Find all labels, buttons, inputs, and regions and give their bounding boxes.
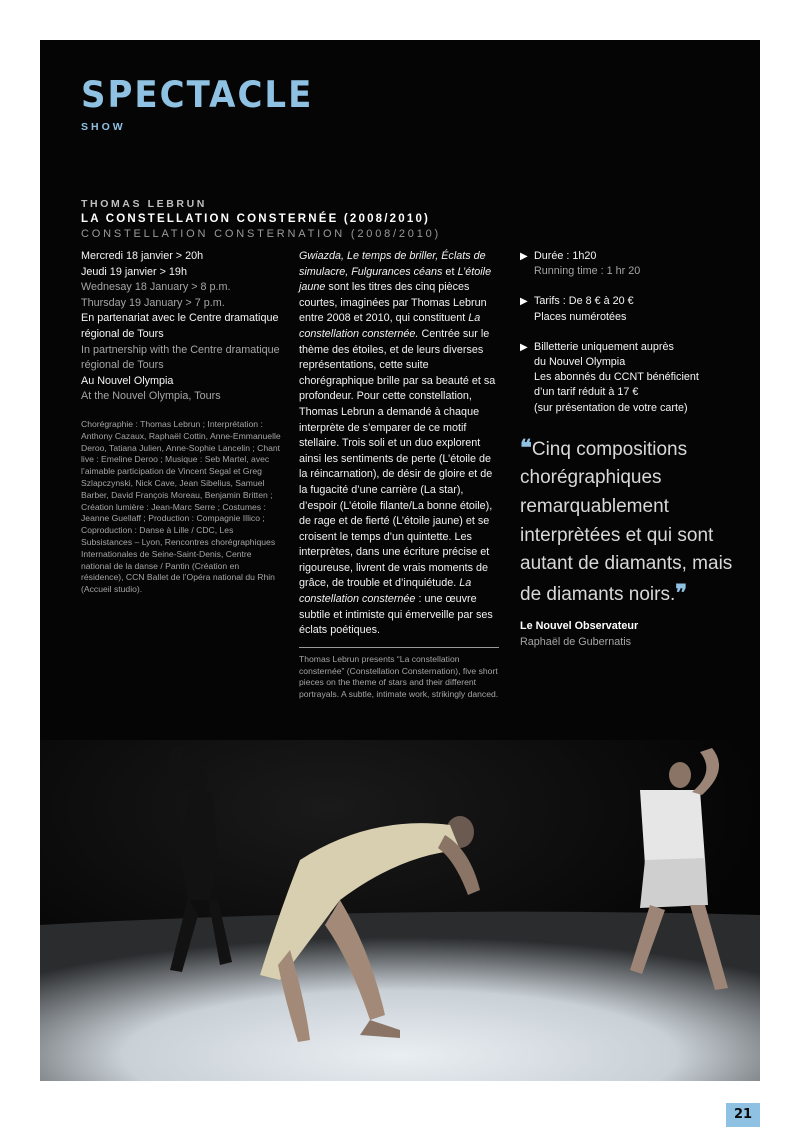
- duration-fr: Durée : 1h20: [534, 250, 597, 262]
- ticket-line-1: Billetterie uniquement auprès: [534, 340, 674, 353]
- show-title-en: CONSTELLATION CONSTERNATION (2008/2010): [81, 228, 442, 240]
- quote-source: [520, 619, 750, 650]
- ticket-info: [520, 340, 750, 416]
- duration-en: Running time : 1 hr 20: [534, 265, 641, 278]
- close-quote-icon: ❞: [675, 579, 688, 606]
- show-heading: [81, 197, 501, 241]
- credits-text: Chorégraphie : Thomas Lebrun ; Interprétation : Anthony Cazaux, Raphaël Cottin, Anne-Emmanuelle Deroo, Tatiana Julien, Anne-Sophie Lancelin ; Chant live : Emeline Deroo ; Musique : Seb Martel, avec l’aimable participation de Vincent Segal et Greg Szlapczynski, Nick Cave, Jean Sibelius, Samuel Barber, David François Moreau, Benjamin Britten ; Création lumière : Jean-Marc Serre ; Costumes : Jeanne Guellaff ; Production : Compagnie Illico ; Coproduction : Danse à Lille / CDC, Les Subsistances – Lyon, Rencontres chorégraphiques Internationales de Seine-Saint-Denis, Centre national de la danse / Pantin (Création en résidence), CCN Ballet de l’Opéra national du Rhin (Accueil studio).: [81, 418, 281, 595]
- section-subtitle: SHOW: [81, 121, 126, 133]
- price-info: [520, 294, 750, 324]
- body-et: et: [442, 265, 458, 278]
- arrow-right-icon: ▶: [520, 341, 528, 353]
- date-fr-2: Jeudi 19 janvier > 19h: [81, 265, 187, 278]
- ticket-line-5: (sur présentation de votre carte): [534, 401, 688, 414]
- page-number: 21: [726, 1103, 760, 1127]
- date-fr-1: Mercredi 18 janvier > 20h: [81, 250, 204, 262]
- section-title: SPECTACLE: [81, 73, 314, 117]
- price-note: Places numérotées: [534, 310, 627, 323]
- price-fr: Tarifs : De 8 € à 20 €: [534, 295, 634, 308]
- schedule-column: [81, 249, 281, 596]
- body-italic-3: La constellation consternée.: [299, 312, 481, 340]
- artist-name: THOMAS LEBRUN: [81, 198, 207, 210]
- open-quote-icon: ❝: [520, 434, 532, 461]
- content-panel: [40, 40, 760, 1122]
- show-title-fr: LA CONSTELLATION CONSTERNÉE (2008/2010): [81, 213, 431, 225]
- partner-en: In partnership with the Centre dramatique régional de Tours: [81, 343, 280, 372]
- body-italic-4: La constellation consternée: [299, 577, 472, 606]
- body-text-2: Centrée sur le thème des étoiles, et de leurs diverses représentations, cette suite chorégraphique brille par sa beauté et sa profondeur. Pour cette constellation, Thomas Lebrun a demandé à chaque interprète de s’emparer de ce motif stellaire. Trois soli et un duo explorent ainsi les sentiments de perte (L’étoile de la réincarnation), de désir de gloire et de la fugacité d’une carrière (La star), d’espoir (L’étoile filante/La bonne étoile), de rage et de fierté (L’étoile jaune) et se croisent le temps d’un quintette. Les interprètes, dans une écriture précise et rigoureuse, livrent de vrais moments de grâce, de trouble et d’inquiétude.: [299, 327, 496, 590]
- ticket-line-4: d’un tarif réduit à 17 €: [534, 386, 639, 399]
- body-column: [299, 249, 499, 701]
- body-text-3: : une œuvre subtile et intimiste qui émerveille par ses éclats poétiques.: [299, 593, 493, 637]
- body-paragraph: [299, 249, 499, 639]
- venue-fr: Au Nouvel Olympia: [81, 374, 174, 387]
- summary-en: Thomas Lebrun presents “La constellation consternée” (Constellation Consternation), five short pieces on the theme of stars and their different portrayals. A subtle, intimate work, strikingly danced.: [299, 653, 499, 700]
- divider: [299, 647, 499, 648]
- body-italic-2: L’étoile jaune: [299, 265, 492, 294]
- quote-text: Cinq compositions chorégraphiques remarquablement interprètées et qui sont autant de diamants, mais de diamants noirs.: [520, 438, 733, 605]
- quote-author: Raphaël de Gubernatis: [520, 635, 632, 648]
- info-column: [520, 249, 750, 651]
- date-en-2: Thursday 19 January > 7 p.m.: [81, 296, 225, 309]
- body-italic-1: Gwiazda, Le temps de briller, Éclats de simulacre, Fulgurances céans: [299, 250, 486, 278]
- ticket-line-3: Les abonnés du CCNT bénéficient: [534, 371, 699, 384]
- quote-publication: Le Nouvel Observateur: [520, 620, 639, 633]
- date-en-1: Wednesay 18 January > 8 p.m.: [81, 281, 231, 294]
- press-quote: [520, 434, 750, 610]
- dance-photo: [40, 740, 760, 1081]
- venue-en: At the Nouvel Olympia, Tours: [81, 390, 221, 403]
- arrow-right-icon: ▶: [520, 251, 528, 262]
- ticket-line-2: du Nouvel Olympia: [534, 356, 626, 369]
- duration-info: [520, 249, 750, 279]
- body-text-1: sont les titres des cinq pièces courtes, imaginées par Thomas Lebrun entre 2008 et 2010, qui constituent: [299, 281, 487, 325]
- partner-fr: En partenariat avec le Centre dramatique régional de Tours: [81, 312, 279, 340]
- arrow-right-icon: ▶: [520, 296, 528, 308]
